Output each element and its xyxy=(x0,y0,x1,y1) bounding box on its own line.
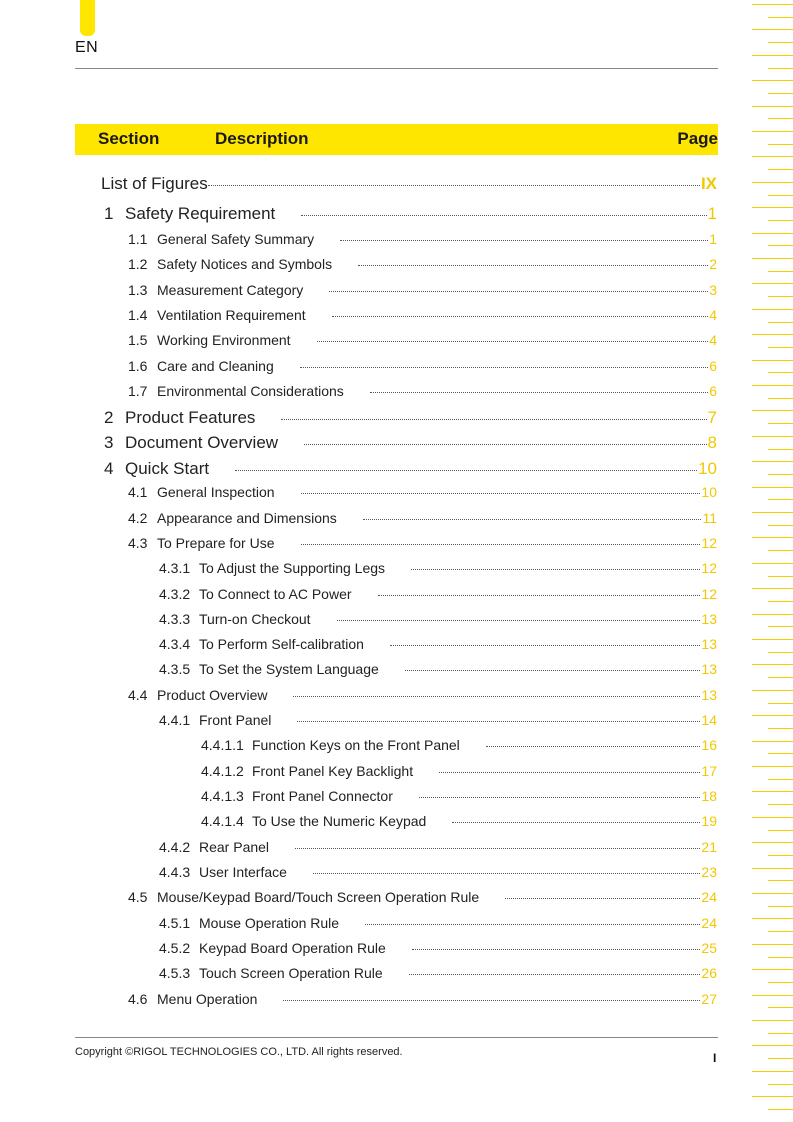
toc-leader-dots xyxy=(370,391,708,393)
toc-entry[interactable] xyxy=(201,737,717,753)
toc-entry-number: 4.6 xyxy=(128,991,148,1007)
toc-entry-number: 4.3.2 xyxy=(159,586,191,602)
toc-entry-number: 4.4.2 xyxy=(159,839,191,855)
toc-entry-number: 4.4.3 xyxy=(159,864,191,880)
toc-entry-number: 4.3.4 xyxy=(159,636,191,652)
toc-entry-page: 24 xyxy=(701,915,717,931)
toc-entry-page: 14 xyxy=(701,712,717,728)
toc-entry-number: 2 xyxy=(104,408,114,427)
toc-leader-dots xyxy=(281,418,706,420)
toc-entry[interactable] xyxy=(128,256,717,272)
toc-leader-dots xyxy=(358,264,708,266)
toc-entry-title: Front Panel Key Backlight xyxy=(252,763,414,779)
toc-entry-page: 21 xyxy=(701,839,717,855)
toc-entry-page: 11 xyxy=(702,510,717,526)
toc-entry[interactable] xyxy=(104,204,717,224)
toc-entry-page: 1 xyxy=(709,231,717,247)
toc-entry-title: Mouse/Keypad Board/Touch Screen Operation Rule xyxy=(157,889,480,905)
toc-entry-page: 13 xyxy=(701,636,717,652)
toc-entry-number: 1.3 xyxy=(128,282,148,298)
toc-entry-page: IX xyxy=(700,174,717,193)
toc-entry-title: Working Environment xyxy=(157,332,291,348)
toc-entry-number: 4.3 xyxy=(128,535,148,551)
toc-entry-title: Care and Cleaning xyxy=(157,358,274,374)
toc-entry-number: 4.3.1 xyxy=(159,560,191,576)
toc-leader-dots xyxy=(419,796,701,798)
toc-leader-dots xyxy=(329,290,708,292)
toc-entry-page: 1 xyxy=(707,204,717,223)
toc-entry-number: 1.5 xyxy=(128,332,148,348)
toc-entry-page: 13 xyxy=(701,611,717,627)
toc-entry[interactable] xyxy=(159,839,717,855)
toc-leader-dots xyxy=(297,720,700,722)
toc-entry[interactable] xyxy=(201,813,717,829)
toc-entry-number: 4.2 xyxy=(128,510,148,526)
toc-entry[interactable] xyxy=(128,484,717,500)
toc-entry-number: 4.4.1.1 xyxy=(201,737,244,753)
toc-entry-page: 6 xyxy=(709,383,717,399)
toc-entry-page: 13 xyxy=(701,661,717,677)
toc-entry-title: General Inspection xyxy=(157,484,275,500)
toc-entry-page: 23 xyxy=(701,864,717,880)
toc-entry-page: 4 xyxy=(709,332,717,348)
toc-entry-page: 18 xyxy=(701,788,717,804)
toc-entry-page: 7 xyxy=(707,408,717,427)
toc-entry[interactable] xyxy=(101,174,717,194)
toc-entry-title: Function Keys on the Front Panel xyxy=(252,737,460,753)
toc-entry[interactable] xyxy=(201,763,717,779)
toc-leader-dots xyxy=(365,923,700,925)
toc-leader-dots xyxy=(452,821,700,823)
toc-entry[interactable] xyxy=(128,307,717,323)
toc-entry-number: 1.2 xyxy=(128,256,148,272)
thumb-index-edge xyxy=(752,0,793,1122)
toc-leader-dots xyxy=(439,771,700,773)
toc-entry-number: 4.4.1 xyxy=(159,712,191,728)
toc-entry-number: 4 xyxy=(104,459,114,478)
description-column-header: Description xyxy=(215,129,309,148)
toc-entry-number: 4.4.1.3 xyxy=(201,788,244,804)
toc-leader-dots xyxy=(301,543,701,545)
page-column-header: Page xyxy=(677,129,718,148)
toc-leader-dots xyxy=(301,214,706,216)
toc-entry-page: 17 xyxy=(701,763,717,779)
toc-entry-page: 8 xyxy=(707,433,717,452)
toc-leader-dots xyxy=(363,518,702,520)
toc-entry-number: 4.5.3 xyxy=(159,965,191,981)
toc-entry-title: List of Figures xyxy=(101,174,208,193)
toc-entry[interactable] xyxy=(128,889,717,905)
toc-entry-title: To Set the System Language xyxy=(199,661,379,677)
toc-entry-title: Ventilation Requirement xyxy=(157,307,306,323)
toc-entry-title: Front Panel xyxy=(199,712,272,728)
toc-entry[interactable] xyxy=(104,408,717,428)
toc-leader-dots xyxy=(235,469,697,471)
toc-entry-page: 12 xyxy=(701,535,717,551)
toc-entry-number: 4.3.3 xyxy=(159,611,191,627)
toc-entry[interactable] xyxy=(128,510,717,526)
toc-leader-dots xyxy=(337,619,701,621)
toc-leader-dots xyxy=(208,184,700,186)
toc-leader-dots xyxy=(411,568,700,570)
toc-entry[interactable] xyxy=(128,231,717,247)
toc-leader-dots xyxy=(505,897,700,899)
toc-entry-title: Touch Screen Operation Rule xyxy=(199,965,383,981)
toc-entry-title: Menu Operation xyxy=(157,991,258,1007)
toc-entry-title: General Safety Summary xyxy=(157,231,315,247)
toc-entry-title: Document Overview xyxy=(125,433,279,452)
toc-entry-page: 12 xyxy=(701,586,717,602)
toc-entry-title: Product Overview xyxy=(157,687,268,703)
toc-entry-page: 13 xyxy=(701,687,717,703)
toc-leader-dots xyxy=(300,366,708,368)
toc-entry-number: 3 xyxy=(104,433,114,452)
toc-entry-title: To Prepare for Use xyxy=(157,535,275,551)
toc-entry-page: 16 xyxy=(701,737,717,753)
toc-entry[interactable] xyxy=(128,282,717,298)
copyright-notice: Copyright ©RIGOL TECHNOLOGIES CO., LTD. All rights reserved. xyxy=(75,1046,403,1058)
toc-entry-title: Quick Start xyxy=(125,459,210,478)
toc-entry[interactable] xyxy=(159,611,717,627)
toc-leader-dots xyxy=(405,669,701,671)
toc-leader-dots xyxy=(304,443,706,445)
toc-entry-page: 3 xyxy=(709,282,717,298)
toc-entry-number: 4.1 xyxy=(128,484,148,500)
toc-entry-title: Keypad Board Operation Rule xyxy=(199,940,386,956)
toc-entry-page: 10 xyxy=(701,484,717,500)
toc-entry[interactable] xyxy=(201,788,717,804)
toc-entry[interactable] xyxy=(128,332,717,348)
toc-entry[interactable] xyxy=(159,965,717,981)
toc-entry-title: User Interface xyxy=(199,864,287,880)
toc-leader-dots xyxy=(317,340,709,342)
toc-entry-page: 27 xyxy=(701,991,717,1007)
toc-entry-number: 1.7 xyxy=(128,383,148,399)
toc-leader-dots xyxy=(293,695,700,697)
toc-entry[interactable] xyxy=(128,687,717,703)
page-number: I xyxy=(713,1051,717,1065)
toc-entry-page: 4 xyxy=(709,307,717,323)
toc-entry-title: Measurement Category xyxy=(157,282,304,298)
language-label: EN xyxy=(75,39,99,56)
toc-leader-dots xyxy=(295,847,700,849)
bottom-divider xyxy=(75,1037,718,1038)
toc-entry[interactable] xyxy=(128,535,717,551)
toc-entry[interactable] xyxy=(128,358,717,374)
toc-entry-title: To Adjust the Supporting Legs xyxy=(199,560,386,576)
toc-entry-page: 24 xyxy=(701,889,717,905)
chapter-tab-marker xyxy=(80,0,95,36)
toc-entry-number: 4.5.2 xyxy=(159,940,191,956)
toc-entry[interactable] xyxy=(128,991,717,1007)
toc-entry-page: 25 xyxy=(701,940,717,956)
toc-entry-title: Appearance and Dimensions xyxy=(157,510,337,526)
toc-entry[interactable] xyxy=(159,560,717,576)
toc-entry-page: 19 xyxy=(701,813,717,829)
toc-entry-number: 4.5.1 xyxy=(159,915,191,931)
toc-leader-dots xyxy=(412,948,701,950)
toc-entry-page: 6 xyxy=(709,358,717,374)
toc-entry-title: To Perform Self-calibration xyxy=(199,636,364,652)
toc-entry-page: 26 xyxy=(701,965,717,981)
toc-entry[interactable] xyxy=(159,915,717,931)
toc-entry[interactable] xyxy=(128,383,717,399)
toc-entry-title: Turn-on Checkout xyxy=(199,611,311,627)
toc-entry-title: To Use the Numeric Keypad xyxy=(252,813,427,829)
toc-entry-number: 1.1 xyxy=(128,231,148,247)
toc-leader-dots xyxy=(409,973,701,975)
toc-entry[interactable] xyxy=(159,864,717,880)
toc-entry[interactable] xyxy=(159,940,717,956)
toc-entry[interactable] xyxy=(104,433,717,453)
section-column-header: Section xyxy=(98,129,160,148)
toc-leader-dots xyxy=(378,594,701,596)
toc-entry-title: Front Panel Connector xyxy=(252,788,393,804)
toc-entry-title: Mouse Operation Rule xyxy=(199,915,340,931)
toc-entry-page: 2 xyxy=(709,256,717,272)
toc-leader-dots xyxy=(313,872,700,874)
toc-entry-title: Safety Requirement xyxy=(125,204,276,223)
toc-entry-title: Rear Panel xyxy=(199,839,270,855)
toc-leader-dots xyxy=(390,644,700,646)
toc-entry-page: 12 xyxy=(701,560,717,576)
toc-entry-number: 4.4 xyxy=(128,687,148,703)
toc-entry[interactable] xyxy=(159,586,717,602)
toc-entry-number: 1 xyxy=(104,204,114,223)
toc-entry-page: 10 xyxy=(698,459,717,478)
toc-entry-number: 4.4.1.2 xyxy=(201,763,244,779)
toc-entry-number: 4.5 xyxy=(128,889,148,905)
top-divider xyxy=(75,68,718,69)
toc-entry-number: 4.4.1.4 xyxy=(201,813,244,829)
toc-entry-number: 1.6 xyxy=(128,358,148,374)
toc-entry[interactable] xyxy=(159,636,717,652)
toc-entry-title: Safety Notices and Symbols xyxy=(157,256,333,272)
toc-entry[interactable] xyxy=(159,661,717,677)
toc-leader-dots xyxy=(301,492,701,494)
toc-header xyxy=(75,124,718,155)
toc-leader-dots xyxy=(332,315,709,317)
toc-leader-dots xyxy=(340,239,708,241)
toc-entry-title: To Connect to AC Power xyxy=(199,586,352,602)
toc-entry-title: Environmental Considerations xyxy=(157,383,344,399)
toc-entry-number: 4.3.5 xyxy=(159,661,191,677)
toc-entry-title: Product Features xyxy=(125,408,256,427)
toc-entry[interactable] xyxy=(104,459,717,479)
toc-leader-dots xyxy=(486,745,701,747)
toc-entry[interactable] xyxy=(159,712,717,728)
toc-entry-number: 1.4 xyxy=(128,307,148,323)
toc-leader-dots xyxy=(283,999,700,1001)
